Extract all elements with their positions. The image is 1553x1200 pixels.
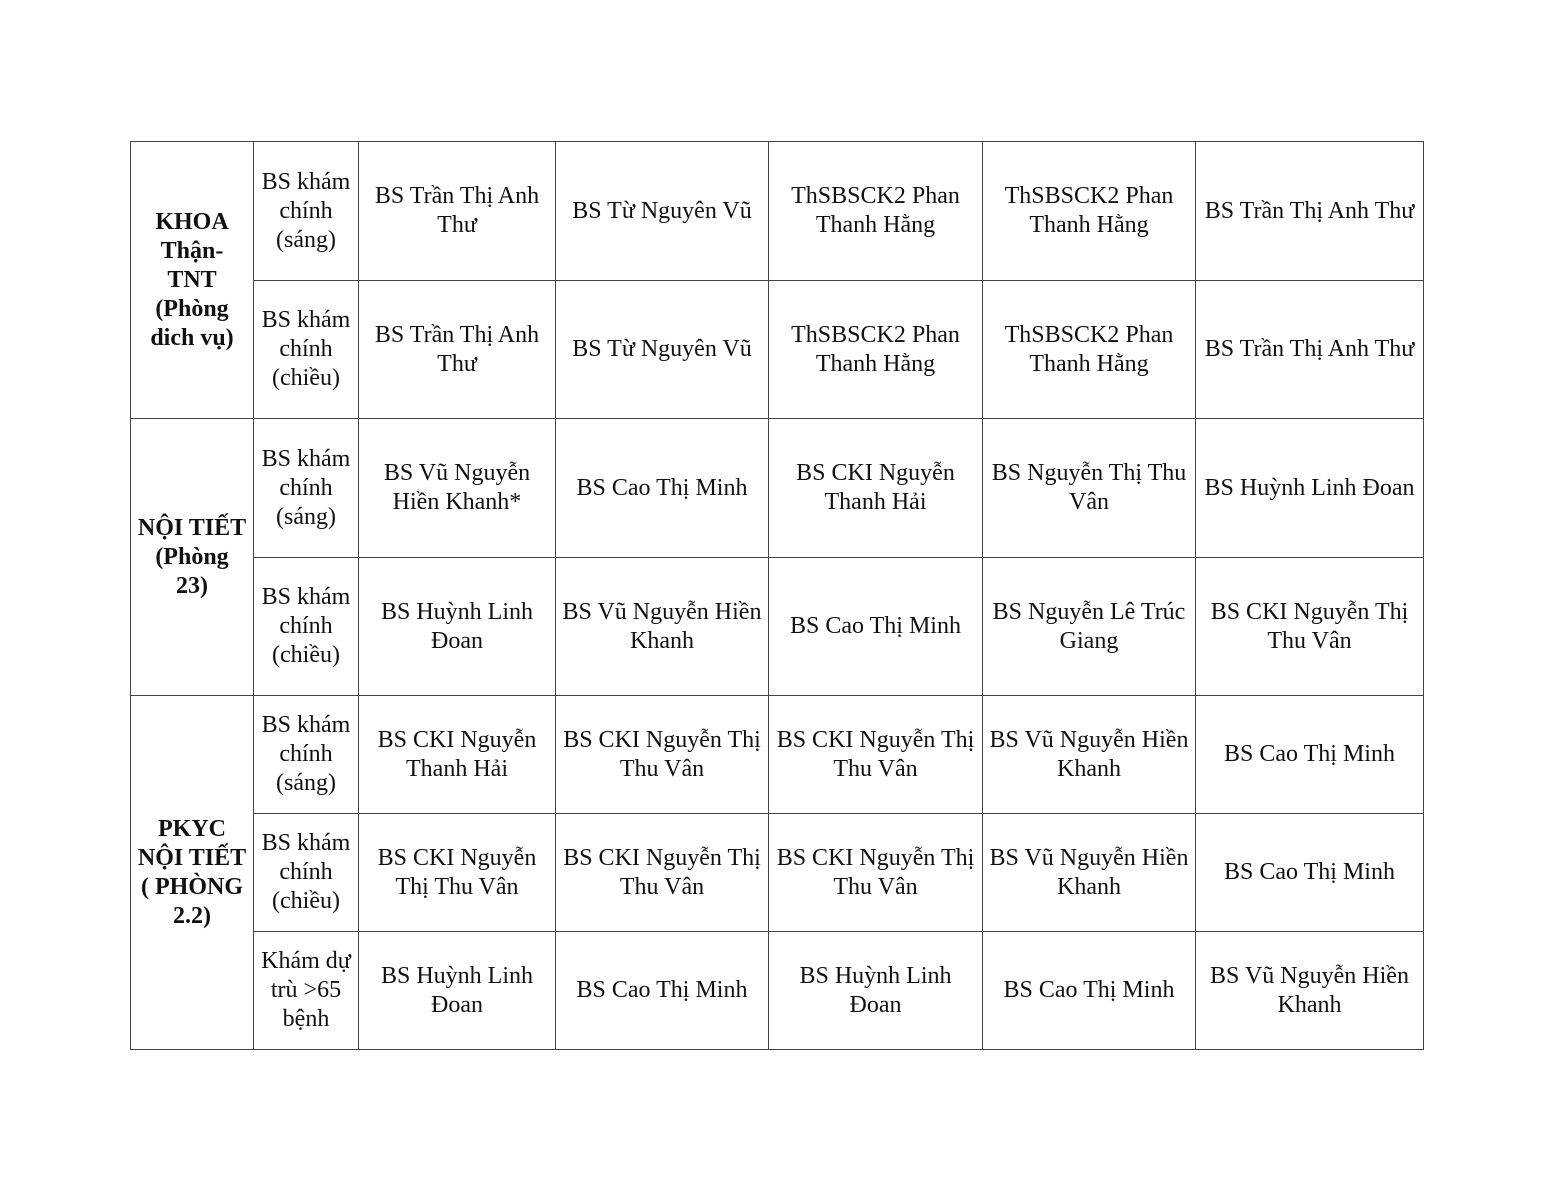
doctor-cell: BS Cao Thị Minh xyxy=(556,932,769,1050)
table-row xyxy=(131,419,1424,558)
doctor-cell: BS Trần Thị Anh Thư xyxy=(359,281,556,419)
doctor-cell: ThSBSCK2 Phan Thanh Hằng xyxy=(769,142,983,281)
department-cell: NỘI TIẾT (Phòng 23) xyxy=(131,419,254,696)
department-cell: PKYC NỘI TIẾT ( PHÒNG 2.2) xyxy=(131,696,254,1050)
doctor-cell: BS Cao Thị Minh xyxy=(1196,696,1424,814)
doctor-cell: BS Nguyễn Lê Trúc Giang xyxy=(983,558,1196,696)
shift-cell: BS khám chính (sáng) xyxy=(254,142,359,281)
shift-cell: BS khám chính (chiều) xyxy=(254,558,359,696)
doctor-cell: BS CKI Nguyễn Thanh Hải xyxy=(359,696,556,814)
doctor-cell: BS Từ Nguyên Vũ xyxy=(556,142,769,281)
doctor-cell: BS Vũ Nguyễn Hiền Khanh xyxy=(556,558,769,696)
doctor-cell: BS Vũ Nguyễn Hiền Khanh* xyxy=(359,419,556,558)
doctor-cell: BS Huỳnh Linh Đoan xyxy=(359,932,556,1050)
doctor-cell: BS Cao Thị Minh xyxy=(983,932,1196,1050)
doctor-cell: BS Huỳnh Linh Đoan xyxy=(1196,419,1424,558)
doctor-cell: ThSBSCK2 Phan Thanh Hằng xyxy=(769,281,983,419)
doctor-cell: BS CKI Nguyễn Thị Thu Vân xyxy=(769,814,983,932)
doctor-cell: BS Huỳnh Linh Đoan xyxy=(769,932,983,1050)
doctor-cell: BS Huỳnh Linh Đoan xyxy=(359,558,556,696)
doctor-cell: BS CKI Nguyễn Thị Thu Vân xyxy=(556,696,769,814)
table-row xyxy=(131,142,1424,281)
shift-cell: BS khám chính (sáng) xyxy=(254,419,359,558)
table-row xyxy=(131,558,1424,696)
doctor-schedule-table xyxy=(130,141,1424,1050)
doctor-cell: BS CKI Nguyễn Thị Thu Vân xyxy=(769,696,983,814)
doctor-cell: BS CKI Nguyễn Thị Thu Vân xyxy=(1196,558,1424,696)
doctor-cell: ThSBSCK2 Phan Thanh Hằng xyxy=(983,142,1196,281)
shift-cell: BS khám chính (chiều) xyxy=(254,814,359,932)
shift-cell: Khám dự trù >65 bệnh xyxy=(254,932,359,1050)
doctor-cell: BS CKI Nguyễn Thị Thu Vân xyxy=(556,814,769,932)
department-cell: KHOA Thận-TNT (Phòng dich vụ) xyxy=(131,142,254,419)
shift-cell: BS khám chính (sáng) xyxy=(254,696,359,814)
doctor-cell: BS Trần Thị Anh Thư xyxy=(1196,142,1424,281)
doctor-cell: ThSBSCK2 Phan Thanh Hằng xyxy=(983,281,1196,419)
doctor-cell: BS CKI Nguyễn Thị Thu Vân xyxy=(359,814,556,932)
doctor-cell: BS Cao Thị Minh xyxy=(556,419,769,558)
shift-cell: BS khám chính (chiều) xyxy=(254,281,359,419)
doctor-cell: BS Trần Thị Anh Thư xyxy=(1196,281,1424,419)
table-row xyxy=(131,932,1424,1050)
table-row xyxy=(131,696,1424,814)
doctor-cell: BS Cao Thị Minh xyxy=(769,558,983,696)
table-row xyxy=(131,814,1424,932)
doctor-cell: BS Vũ Nguyễn Hiền Khanh xyxy=(1196,932,1424,1050)
table-row xyxy=(131,281,1424,419)
doctor-cell: BS Vũ Nguyễn Hiền Khanh xyxy=(983,814,1196,932)
doctor-cell: BS Trần Thị Anh Thư xyxy=(359,142,556,281)
doctor-cell: BS Vũ Nguyễn Hiền Khanh xyxy=(983,696,1196,814)
doctor-cell: BS Nguyễn Thị Thu Vân xyxy=(983,419,1196,558)
doctor-cell: BS CKI Nguyễn Thanh Hải xyxy=(769,419,983,558)
doctor-cell: BS Từ Nguyên Vũ xyxy=(556,281,769,419)
doctor-cell: BS Cao Thị Minh xyxy=(1196,814,1424,932)
